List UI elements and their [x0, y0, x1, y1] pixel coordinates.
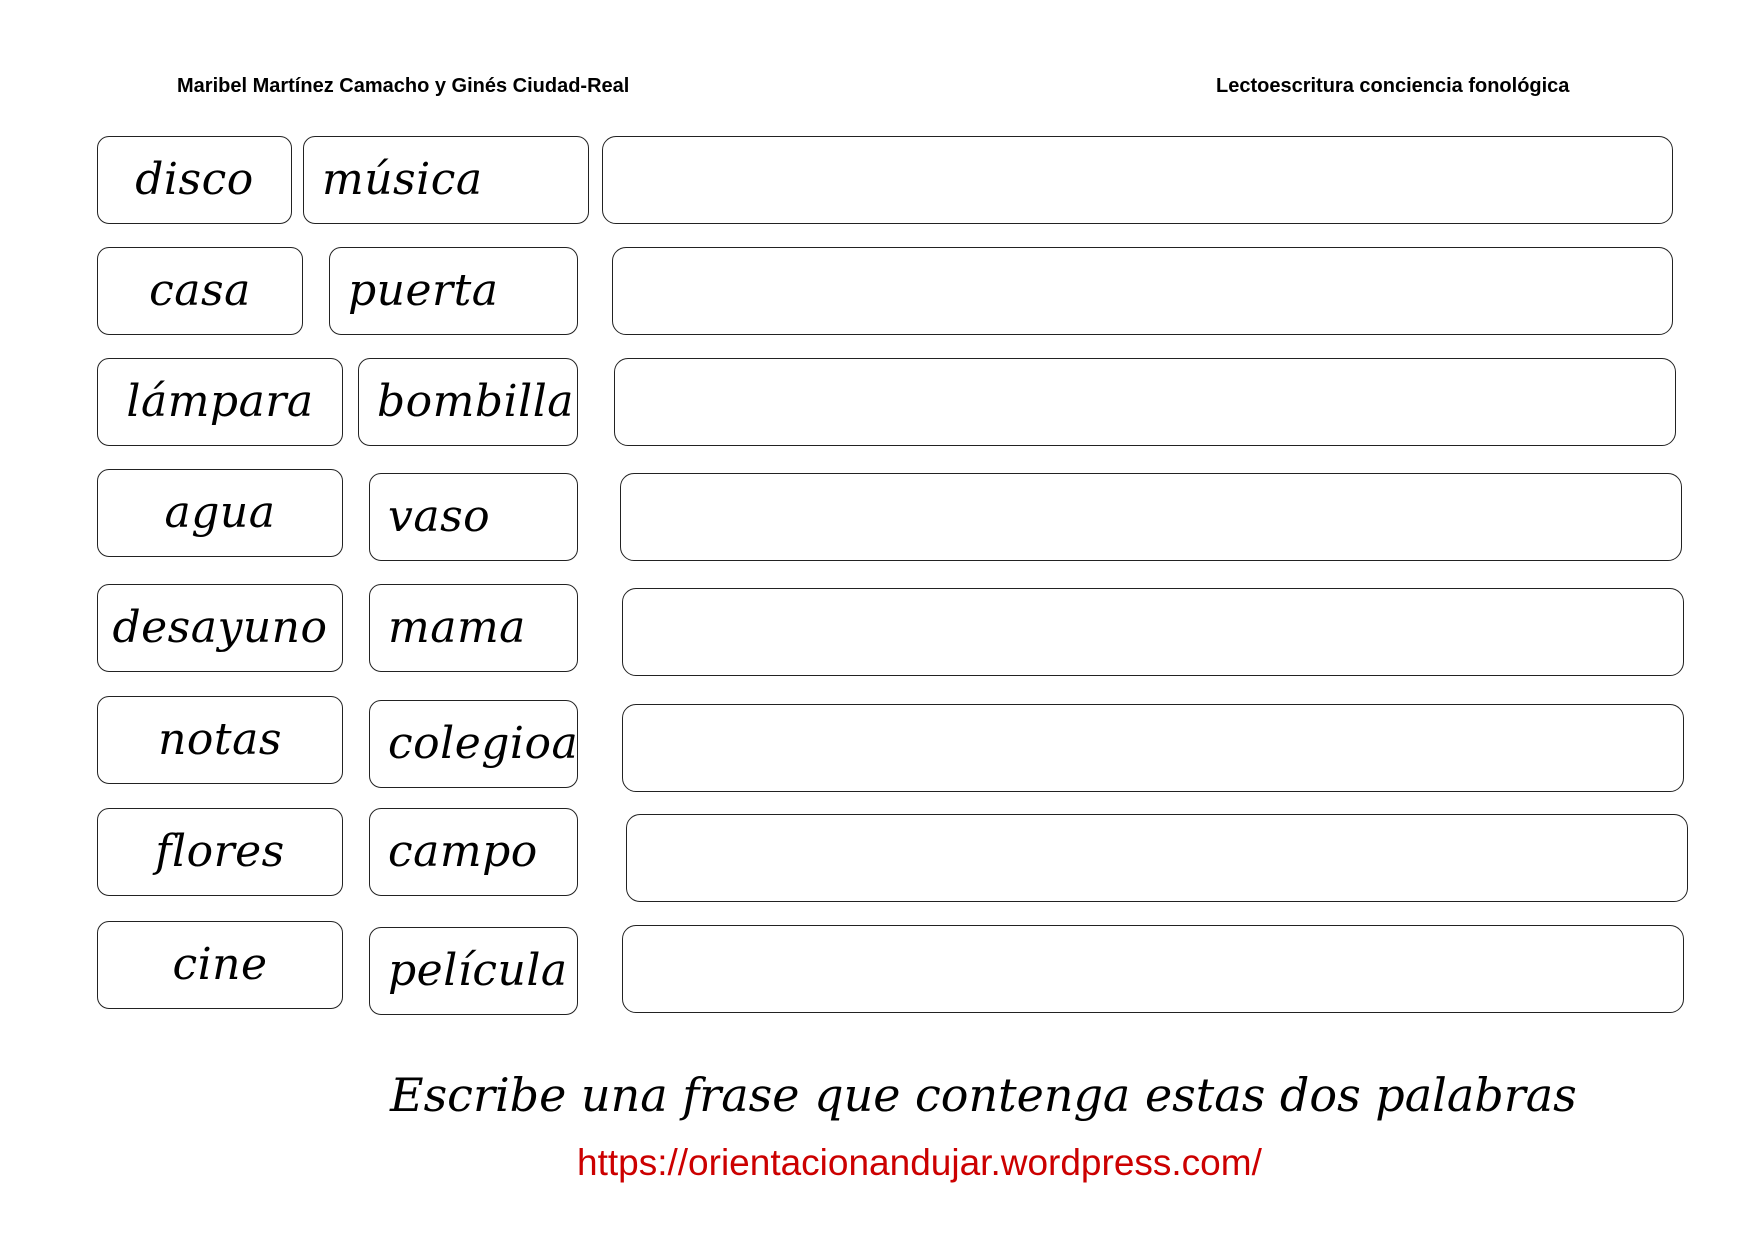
sentence-answer-box[interactable]: [622, 704, 1684, 792]
word-card-first: notas: [97, 696, 343, 784]
word-card-first: disco: [97, 136, 292, 224]
sentence-answer-box[interactable]: [622, 588, 1684, 676]
word-card-first: casa: [97, 247, 303, 335]
word-card-first: agua: [97, 469, 343, 557]
word-card-second: música: [303, 136, 589, 224]
word-card-second: mama: [369, 584, 578, 672]
sentence-answer-box[interactable]: [620, 473, 1682, 561]
sentence-answer-box[interactable]: [622, 925, 1684, 1013]
header-authors: Maribel Martínez Camacho y Ginés Ciudad-Real: [177, 75, 630, 97]
word-card-first: desayuno: [97, 584, 343, 672]
sentence-answer-box[interactable]: [626, 814, 1688, 902]
word-card-second: campo: [369, 808, 578, 896]
word-card-first: cine: [97, 921, 343, 1009]
sentence-answer-box[interactable]: [602, 136, 1673, 224]
header-subject: Lectoescritura conciencia fonológica: [1216, 75, 1570, 97]
word-card-second: puerta: [329, 247, 578, 335]
website-link[interactable]: https://orientacionandujar.wordpress.com/: [577, 1142, 1262, 1183]
sentence-answer-box[interactable]: [614, 358, 1676, 446]
word-card-first: flores: [97, 808, 343, 896]
word-card-second: vaso: [369, 473, 578, 561]
word-card-second: película: [369, 927, 578, 1015]
instruction-text: Escribe una frase que contenga estas dos palabras: [390, 1068, 1577, 1122]
word-card-second: colegioa: [369, 700, 578, 788]
word-card-first: lámpara: [97, 358, 343, 446]
sentence-answer-box[interactable]: [612, 247, 1673, 335]
word-card-second: bombilla: [358, 358, 578, 446]
